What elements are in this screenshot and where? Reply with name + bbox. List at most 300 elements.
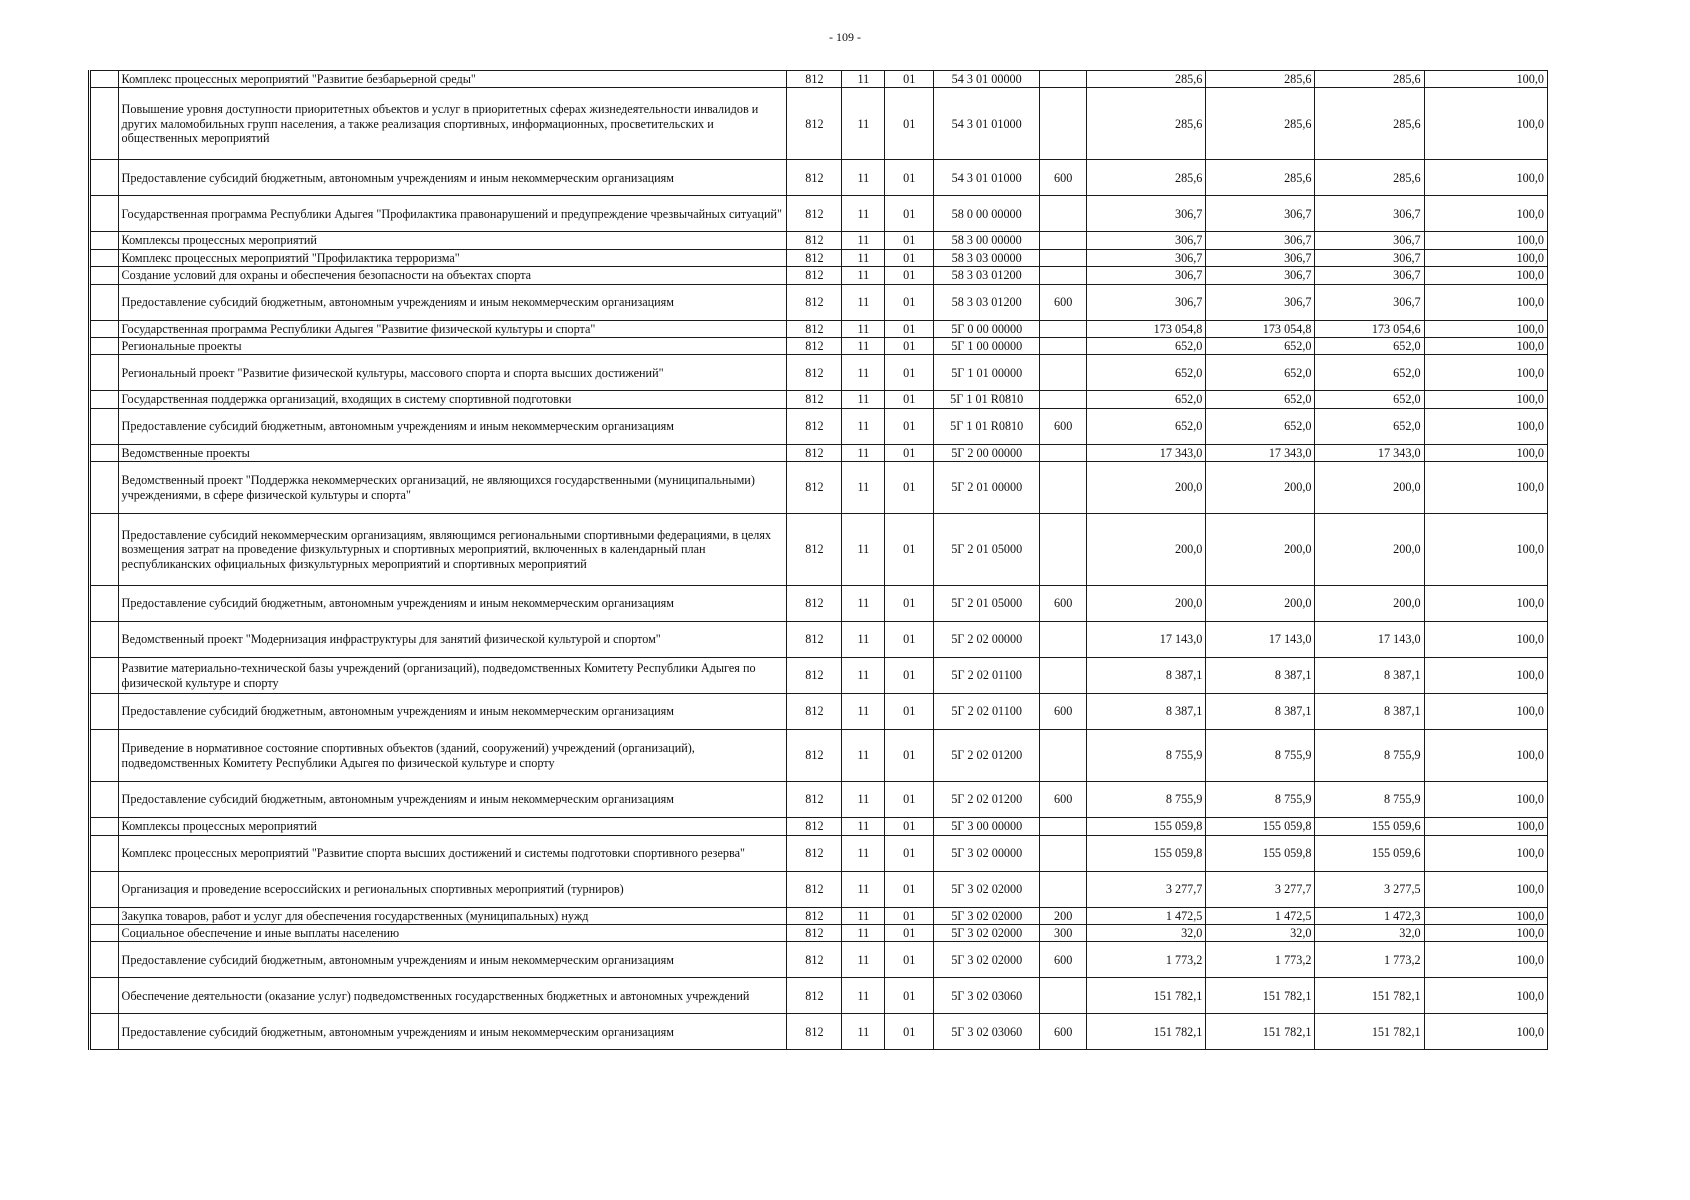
row-margin-cell bbox=[90, 782, 119, 818]
row-margin-cell bbox=[90, 337, 119, 354]
target-article-code: 5Г 1 01 00000 bbox=[934, 355, 1040, 391]
subsection-code: 01 bbox=[885, 355, 934, 391]
amount-2: 306,7 bbox=[1206, 196, 1315, 232]
table-row bbox=[90, 232, 1548, 249]
amount-1: 17 343,0 bbox=[1087, 444, 1206, 461]
execution-percent: 100,0 bbox=[1424, 196, 1547, 232]
amount-2: 17 343,0 bbox=[1206, 444, 1315, 461]
execution-percent: 100,0 bbox=[1424, 658, 1547, 694]
target-article-code: 54 3 01 01000 bbox=[934, 160, 1040, 196]
subsection-code: 01 bbox=[885, 249, 934, 266]
amount-1: 17 143,0 bbox=[1087, 622, 1206, 658]
ved-code: 812 bbox=[787, 160, 842, 196]
amount-3: 652,0 bbox=[1315, 355, 1424, 391]
row-margin-cell bbox=[90, 1014, 119, 1050]
amount-3: 8 755,9 bbox=[1315, 782, 1424, 818]
target-article-code: 5Г 2 00 00000 bbox=[934, 444, 1040, 461]
subsection-code: 01 bbox=[885, 71, 934, 88]
target-article-code: 58 3 03 01200 bbox=[934, 267, 1040, 284]
row-margin-cell bbox=[90, 88, 119, 160]
row-margin-cell bbox=[90, 835, 119, 871]
ved-code: 812 bbox=[787, 835, 842, 871]
expense-type-code bbox=[1040, 88, 1087, 160]
section-code: 11 bbox=[842, 337, 885, 354]
item-name: Предоставление субсидий бюджетным, автономным учреждениям и иным некоммерческим организациям bbox=[118, 942, 787, 978]
subsection-code: 01 bbox=[885, 284, 934, 320]
table-row bbox=[90, 355, 1548, 391]
amount-2: 151 782,1 bbox=[1206, 1014, 1315, 1050]
subsection-code: 01 bbox=[885, 818, 934, 835]
subsection-code: 01 bbox=[885, 160, 934, 196]
ved-code: 812 bbox=[787, 730, 842, 782]
row-margin-cell bbox=[90, 658, 119, 694]
amount-2: 155 059,8 bbox=[1206, 835, 1315, 871]
subsection-code: 01 bbox=[885, 408, 934, 444]
subsection-code: 01 bbox=[885, 907, 934, 924]
table-body bbox=[90, 71, 1548, 1050]
expense-type-code bbox=[1040, 462, 1087, 514]
amount-1: 652,0 bbox=[1087, 337, 1206, 354]
ved-code: 812 bbox=[787, 924, 842, 941]
expense-type-code bbox=[1040, 730, 1087, 782]
item-name: Предоставление субсидий бюджетным, автономным учреждениям и иным некоммерческим организациям bbox=[118, 782, 787, 818]
amount-3: 652,0 bbox=[1315, 337, 1424, 354]
section-code: 11 bbox=[842, 978, 885, 1014]
amount-3: 3 277,5 bbox=[1315, 871, 1424, 907]
subsection-code: 01 bbox=[885, 1014, 934, 1050]
amount-2: 8 387,1 bbox=[1206, 694, 1315, 730]
table-row bbox=[90, 818, 1548, 835]
item-name: Социальное обеспечение и иные выплаты населению bbox=[118, 924, 787, 941]
amount-1: 200,0 bbox=[1087, 586, 1206, 622]
expense-type-code: 600 bbox=[1040, 1014, 1087, 1050]
row-margin-cell bbox=[90, 924, 119, 941]
section-code: 11 bbox=[842, 267, 885, 284]
ved-code: 812 bbox=[787, 196, 842, 232]
item-name: Комплексы процессных мероприятий bbox=[118, 232, 787, 249]
amount-2: 200,0 bbox=[1206, 462, 1315, 514]
execution-percent: 100,0 bbox=[1424, 782, 1547, 818]
amount-1: 173 054,8 bbox=[1087, 320, 1206, 337]
target-article-code: 5Г 3 02 02000 bbox=[934, 871, 1040, 907]
ved-code: 812 bbox=[787, 978, 842, 1014]
section-code: 11 bbox=[842, 782, 885, 818]
expense-type-code bbox=[1040, 978, 1087, 1014]
row-margin-cell bbox=[90, 160, 119, 196]
budget-table bbox=[88, 70, 1548, 1050]
amount-2: 652,0 bbox=[1206, 337, 1315, 354]
amount-3: 151 782,1 bbox=[1315, 1014, 1424, 1050]
amount-1: 306,7 bbox=[1087, 284, 1206, 320]
section-code: 11 bbox=[842, 835, 885, 871]
subsection-code: 01 bbox=[885, 586, 934, 622]
table-row bbox=[90, 160, 1548, 196]
row-margin-cell bbox=[90, 622, 119, 658]
ved-code: 812 bbox=[787, 871, 842, 907]
execution-percent: 100,0 bbox=[1424, 444, 1547, 461]
table-row bbox=[90, 835, 1548, 871]
section-code: 11 bbox=[842, 320, 885, 337]
amount-2: 151 782,1 bbox=[1206, 978, 1315, 1014]
amount-1: 306,7 bbox=[1087, 232, 1206, 249]
subsection-code: 01 bbox=[885, 232, 934, 249]
item-name: Государственная поддержка организаций, входящих в систему спортивной подготовки bbox=[118, 391, 787, 408]
table-row bbox=[90, 249, 1548, 266]
subsection-code: 01 bbox=[885, 444, 934, 461]
amount-1: 8 387,1 bbox=[1087, 658, 1206, 694]
amount-3: 17 343,0 bbox=[1315, 444, 1424, 461]
execution-percent: 100,0 bbox=[1424, 160, 1547, 196]
expense-type-code bbox=[1040, 337, 1087, 354]
execution-percent: 100,0 bbox=[1424, 355, 1547, 391]
amount-3: 17 143,0 bbox=[1315, 622, 1424, 658]
target-article-code: 5Г 1 01 R0810 bbox=[934, 408, 1040, 444]
section-code: 11 bbox=[842, 622, 885, 658]
item-name: Приведение в нормативное состояние спортивных объектов (зданий, сооружений) учреждений (организаций), подведомственных Комитету Республики Адыгея по физической культуре и спорту bbox=[118, 730, 787, 782]
amount-3: 306,7 bbox=[1315, 267, 1424, 284]
subsection-code: 01 bbox=[885, 730, 934, 782]
execution-percent: 100,0 bbox=[1424, 871, 1547, 907]
amount-3: 652,0 bbox=[1315, 391, 1424, 408]
row-margin-cell bbox=[90, 408, 119, 444]
execution-percent: 100,0 bbox=[1424, 232, 1547, 249]
execution-percent: 100,0 bbox=[1424, 924, 1547, 941]
target-article-code: 5Г 2 02 00000 bbox=[934, 622, 1040, 658]
amount-3: 285,6 bbox=[1315, 88, 1424, 160]
ved-code: 812 bbox=[787, 337, 842, 354]
amount-1: 8 755,9 bbox=[1087, 782, 1206, 818]
amount-1: 652,0 bbox=[1087, 391, 1206, 408]
target-article-code: 5Г 2 01 05000 bbox=[934, 514, 1040, 586]
execution-percent: 100,0 bbox=[1424, 835, 1547, 871]
amount-2: 652,0 bbox=[1206, 408, 1315, 444]
amount-2: 285,6 bbox=[1206, 160, 1315, 196]
ved-code: 812 bbox=[787, 694, 842, 730]
item-name: Комплекс процессных мероприятий "Развитие безбарьерной среды" bbox=[118, 71, 787, 88]
execution-percent: 100,0 bbox=[1424, 586, 1547, 622]
item-name: Предоставление субсидий бюджетным, автономным учреждениям и иным некоммерческим организациям bbox=[118, 284, 787, 320]
subsection-code: 01 bbox=[885, 871, 934, 907]
execution-percent: 100,0 bbox=[1424, 462, 1547, 514]
expense-type-code: 600 bbox=[1040, 284, 1087, 320]
section-code: 11 bbox=[842, 818, 885, 835]
amount-2: 652,0 bbox=[1206, 355, 1315, 391]
amount-1: 8 755,9 bbox=[1087, 730, 1206, 782]
target-article-code: 5Г 1 01 R0810 bbox=[934, 391, 1040, 408]
amount-1: 151 782,1 bbox=[1087, 1014, 1206, 1050]
ved-code: 812 bbox=[787, 408, 842, 444]
amount-2: 306,7 bbox=[1206, 284, 1315, 320]
table-row bbox=[90, 1014, 1548, 1050]
item-name: Комплексы процессных мероприятий bbox=[118, 818, 787, 835]
section-code: 11 bbox=[842, 160, 885, 196]
table-row bbox=[90, 694, 1548, 730]
amount-3: 1 773,2 bbox=[1315, 942, 1424, 978]
expense-type-code bbox=[1040, 355, 1087, 391]
row-margin-cell bbox=[90, 818, 119, 835]
item-name: Предоставление субсидий бюджетным, автономным учреждениям и иным некоммерческим организациям bbox=[118, 1014, 787, 1050]
row-margin-cell bbox=[90, 462, 119, 514]
target-article-code: 5Г 3 02 02000 bbox=[934, 907, 1040, 924]
amount-2: 8 755,9 bbox=[1206, 730, 1315, 782]
item-name: Предоставление субсидий некоммерческим организациям, являющимся региональными спортивными федерациями, в целях возмещения затрат на проведение физкультурных и спортивных мероприятий, включенных в календарный план республиканских официальных физкультурных мероприятий и спортивных мероприятий bbox=[118, 514, 787, 586]
target-article-code: 5Г 2 02 01200 bbox=[934, 730, 1040, 782]
table-row bbox=[90, 320, 1548, 337]
row-margin-cell bbox=[90, 514, 119, 586]
target-article-code: 5Г 3 02 03060 bbox=[934, 978, 1040, 1014]
amount-2: 155 059,8 bbox=[1206, 818, 1315, 835]
execution-percent: 100,0 bbox=[1424, 88, 1547, 160]
execution-percent: 100,0 bbox=[1424, 514, 1547, 586]
item-name: Организация и проведение всероссийских и региональных спортивных мероприятий (турниров) bbox=[118, 871, 787, 907]
subsection-code: 01 bbox=[885, 391, 934, 408]
item-name: Закупка товаров, работ и услуг для обеспечения государственных (муниципальных) нужд bbox=[118, 907, 787, 924]
subsection-code: 01 bbox=[885, 658, 934, 694]
item-name: Создание условий для охраны и обеспечения безопасности на объектах спорта bbox=[118, 267, 787, 284]
table-row bbox=[90, 924, 1548, 941]
table-row bbox=[90, 978, 1548, 1014]
table-row bbox=[90, 391, 1548, 408]
ved-code: 812 bbox=[787, 1014, 842, 1050]
section-code: 11 bbox=[842, 232, 885, 249]
amount-3: 200,0 bbox=[1315, 514, 1424, 586]
expense-type-code: 600 bbox=[1040, 408, 1087, 444]
expense-type-code bbox=[1040, 320, 1087, 337]
row-margin-cell bbox=[90, 71, 119, 88]
amount-2: 200,0 bbox=[1206, 586, 1315, 622]
subsection-code: 01 bbox=[885, 622, 934, 658]
table-row bbox=[90, 88, 1548, 160]
table-row bbox=[90, 586, 1548, 622]
row-margin-cell bbox=[90, 391, 119, 408]
item-name: Ведомственный проект "Поддержка некоммерческих организаций, не являющихся государственными (муниципальными) учреждениями, в сфере физической культуры и спорта" bbox=[118, 462, 787, 514]
section-code: 11 bbox=[842, 1014, 885, 1050]
subsection-code: 01 bbox=[885, 782, 934, 818]
expense-type-code bbox=[1040, 267, 1087, 284]
amount-2: 652,0 bbox=[1206, 391, 1315, 408]
execution-percent: 100,0 bbox=[1424, 730, 1547, 782]
amount-1: 32,0 bbox=[1087, 924, 1206, 941]
subsection-code: 01 bbox=[885, 337, 934, 354]
section-code: 11 bbox=[842, 355, 885, 391]
expense-type-code bbox=[1040, 871, 1087, 907]
section-code: 11 bbox=[842, 391, 885, 408]
execution-percent: 100,0 bbox=[1424, 267, 1547, 284]
ved-code: 812 bbox=[787, 249, 842, 266]
section-code: 11 bbox=[842, 462, 885, 514]
subsection-code: 01 bbox=[885, 924, 934, 941]
amount-2: 285,6 bbox=[1206, 88, 1315, 160]
section-code: 11 bbox=[842, 694, 885, 730]
table-row bbox=[90, 408, 1548, 444]
execution-percent: 100,0 bbox=[1424, 408, 1547, 444]
subsection-code: 01 bbox=[885, 267, 934, 284]
target-article-code: 5Г 2 01 00000 bbox=[934, 462, 1040, 514]
execution-percent: 100,0 bbox=[1424, 694, 1547, 730]
amount-1: 1 773,2 bbox=[1087, 942, 1206, 978]
ved-code: 812 bbox=[787, 782, 842, 818]
table-row bbox=[90, 942, 1548, 978]
amount-2: 306,7 bbox=[1206, 249, 1315, 266]
target-article-code: 5Г 2 02 01200 bbox=[934, 782, 1040, 818]
section-code: 11 bbox=[842, 71, 885, 88]
amount-1: 285,6 bbox=[1087, 71, 1206, 88]
amount-2: 306,7 bbox=[1206, 267, 1315, 284]
subsection-code: 01 bbox=[885, 196, 934, 232]
amount-1: 8 387,1 bbox=[1087, 694, 1206, 730]
item-name: Региональный проект "Развитие физической культуры, массового спорта и спорта высших достижений" bbox=[118, 355, 787, 391]
expense-type-code bbox=[1040, 835, 1087, 871]
target-article-code: 5Г 3 02 00000 bbox=[934, 835, 1040, 871]
expense-type-code bbox=[1040, 444, 1087, 461]
expense-type-code bbox=[1040, 249, 1087, 266]
amount-2: 8 755,9 bbox=[1206, 782, 1315, 818]
amount-1: 652,0 bbox=[1087, 355, 1206, 391]
section-code: 11 bbox=[842, 924, 885, 941]
amount-1: 155 059,8 bbox=[1087, 818, 1206, 835]
amount-1: 200,0 bbox=[1087, 514, 1206, 586]
item-name: Развитие материально-технической базы учреждений (организаций), подведомственных Комитету Республики Адыгея по физической культуре и спорту bbox=[118, 658, 787, 694]
expense-type-code: 200 bbox=[1040, 907, 1087, 924]
amount-3: 306,7 bbox=[1315, 249, 1424, 266]
execution-percent: 100,0 bbox=[1424, 942, 1547, 978]
subsection-code: 01 bbox=[885, 88, 934, 160]
amount-3: 173 054,6 bbox=[1315, 320, 1424, 337]
section-code: 11 bbox=[842, 658, 885, 694]
subsection-code: 01 bbox=[885, 942, 934, 978]
expense-type-code bbox=[1040, 391, 1087, 408]
item-name: Государственная программа Республики Адыгея "Профилактика правонарушений и предупреждение чрезвычайных ситуаций" bbox=[118, 196, 787, 232]
execution-percent: 100,0 bbox=[1424, 907, 1547, 924]
amount-3: 8 387,1 bbox=[1315, 694, 1424, 730]
item-name: Государственная программа Республики Адыгея "Развитие физической культуры и спорта" bbox=[118, 320, 787, 337]
ved-code: 812 bbox=[787, 232, 842, 249]
amount-3: 306,7 bbox=[1315, 196, 1424, 232]
expense-type-code: 600 bbox=[1040, 160, 1087, 196]
target-article-code: 58 3 00 00000 bbox=[934, 232, 1040, 249]
item-name: Комплекс процессных мероприятий "Развитие спорта высших достижений и системы подготовки спортивного резерва" bbox=[118, 835, 787, 871]
row-margin-cell bbox=[90, 586, 119, 622]
amount-2: 8 387,1 bbox=[1206, 658, 1315, 694]
ved-code: 812 bbox=[787, 444, 842, 461]
item-name: Ведомственный проект "Модернизация инфраструктуры для занятий физической культурой и спортом" bbox=[118, 622, 787, 658]
section-code: 11 bbox=[842, 408, 885, 444]
execution-percent: 100,0 bbox=[1424, 320, 1547, 337]
item-name: Региональные проекты bbox=[118, 337, 787, 354]
expense-type-code: 300 bbox=[1040, 924, 1087, 941]
amount-3: 32,0 bbox=[1315, 924, 1424, 941]
target-article-code: 5Г 2 02 01100 bbox=[934, 694, 1040, 730]
subsection-code: 01 bbox=[885, 835, 934, 871]
ved-code: 812 bbox=[787, 818, 842, 835]
expense-type-code bbox=[1040, 232, 1087, 249]
amount-3: 1 472,3 bbox=[1315, 907, 1424, 924]
table-row bbox=[90, 444, 1548, 461]
amount-2: 306,7 bbox=[1206, 232, 1315, 249]
ved-code: 812 bbox=[787, 907, 842, 924]
expense-type-code bbox=[1040, 622, 1087, 658]
subsection-code: 01 bbox=[885, 320, 934, 337]
row-margin-cell bbox=[90, 355, 119, 391]
amount-3: 8 755,9 bbox=[1315, 730, 1424, 782]
target-article-code: 54 3 01 00000 bbox=[934, 71, 1040, 88]
subsection-code: 01 bbox=[885, 978, 934, 1014]
amount-2: 32,0 bbox=[1206, 924, 1315, 941]
expense-type-code bbox=[1040, 514, 1087, 586]
ved-code: 812 bbox=[787, 355, 842, 391]
ved-code: 812 bbox=[787, 462, 842, 514]
amount-2: 200,0 bbox=[1206, 514, 1315, 586]
section-code: 11 bbox=[842, 284, 885, 320]
amount-2: 173 054,8 bbox=[1206, 320, 1315, 337]
execution-percent: 100,0 bbox=[1424, 978, 1547, 1014]
target-article-code: 5Г 0 00 00000 bbox=[934, 320, 1040, 337]
table-row bbox=[90, 658, 1548, 694]
amount-1: 200,0 bbox=[1087, 462, 1206, 514]
target-article-code: 5Г 3 00 00000 bbox=[934, 818, 1040, 835]
amount-2: 1 472,5 bbox=[1206, 907, 1315, 924]
amount-1: 155 059,8 bbox=[1087, 835, 1206, 871]
table-row bbox=[90, 196, 1548, 232]
row-margin-cell bbox=[90, 978, 119, 1014]
execution-percent: 100,0 bbox=[1424, 622, 1547, 658]
ved-code: 812 bbox=[787, 71, 842, 88]
amount-2: 285,6 bbox=[1206, 71, 1315, 88]
table-row bbox=[90, 337, 1548, 354]
target-article-code: 5Г 3 02 03060 bbox=[934, 1014, 1040, 1050]
amount-1: 285,6 bbox=[1087, 88, 1206, 160]
target-article-code: 5Г 2 02 01100 bbox=[934, 658, 1040, 694]
amount-1: 652,0 bbox=[1087, 408, 1206, 444]
ved-code: 812 bbox=[787, 658, 842, 694]
expense-type-code bbox=[1040, 196, 1087, 232]
row-margin-cell bbox=[90, 320, 119, 337]
section-code: 11 bbox=[842, 514, 885, 586]
ved-code: 812 bbox=[787, 267, 842, 284]
amount-1: 151 782,1 bbox=[1087, 978, 1206, 1014]
amount-2: 3 277,7 bbox=[1206, 871, 1315, 907]
section-code: 11 bbox=[842, 871, 885, 907]
table-row bbox=[90, 462, 1548, 514]
row-margin-cell bbox=[90, 871, 119, 907]
amount-3: 285,6 bbox=[1315, 160, 1424, 196]
target-article-code: 5Г 1 00 00000 bbox=[934, 337, 1040, 354]
amount-3: 8 387,1 bbox=[1315, 658, 1424, 694]
amount-1: 3 277,7 bbox=[1087, 871, 1206, 907]
ved-code: 812 bbox=[787, 88, 842, 160]
execution-percent: 100,0 bbox=[1424, 391, 1547, 408]
amount-3: 306,7 bbox=[1315, 284, 1424, 320]
table-row bbox=[90, 871, 1548, 907]
ved-code: 812 bbox=[787, 942, 842, 978]
row-margin-cell bbox=[90, 249, 119, 266]
table-row bbox=[90, 907, 1548, 924]
amount-3: 306,7 bbox=[1315, 232, 1424, 249]
target-article-code: 5Г 2 01 05000 bbox=[934, 586, 1040, 622]
execution-percent: 100,0 bbox=[1424, 284, 1547, 320]
item-name: Обеспечение деятельности (оказание услуг) подведомственных государственных бюджетных и автономных учреждений bbox=[118, 978, 787, 1014]
table-row bbox=[90, 267, 1548, 284]
execution-percent: 100,0 bbox=[1424, 71, 1547, 88]
item-name: Предоставление субсидий бюджетным, автономным учреждениям и иным некоммерческим организациям bbox=[118, 160, 787, 196]
row-margin-cell bbox=[90, 284, 119, 320]
expense-type-code bbox=[1040, 658, 1087, 694]
section-code: 11 bbox=[842, 907, 885, 924]
row-margin-cell bbox=[90, 694, 119, 730]
section-code: 11 bbox=[842, 730, 885, 782]
amount-3: 652,0 bbox=[1315, 408, 1424, 444]
target-article-code: 5Г 3 02 02000 bbox=[934, 924, 1040, 941]
